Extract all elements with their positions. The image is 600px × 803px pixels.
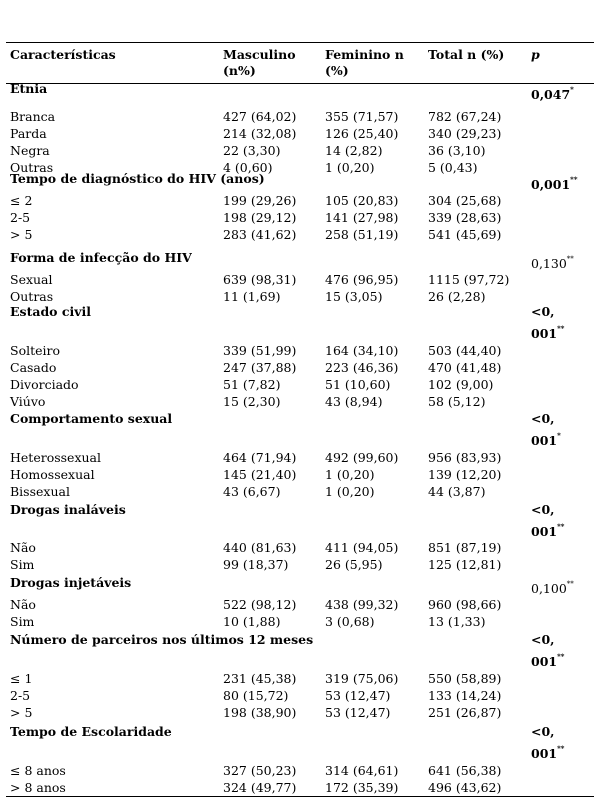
significance-mark: * [557, 430, 561, 440]
significance-mark: ** [566, 579, 574, 588]
cell-female: 126 (25,40) [325, 126, 399, 141]
significance-mark: ** [566, 254, 574, 263]
p-value-line2: 001** [531, 743, 565, 761]
p-value-line1: <0, [531, 411, 555, 426]
cell-female: 53 (12,47) [325, 688, 391, 703]
cell-total: 641 (56,38) [428, 763, 502, 778]
row-label: Solteiro [10, 343, 61, 358]
cell-male: 99 (18,37) [223, 557, 289, 572]
row-label: Sim [10, 557, 35, 572]
significance-mark: * [570, 84, 574, 94]
cell-female: 355 (71,57) [325, 109, 399, 124]
cell-total: 58 (5,12) [428, 394, 486, 409]
cell-female: 492 (99,60) [325, 450, 399, 465]
row-label: ≤ 1 [10, 671, 33, 686]
cell-total: 304 (25,68) [428, 193, 502, 208]
cell-male: 427 (64,02) [223, 109, 297, 124]
cell-total: 133 (14,24) [428, 688, 502, 703]
cell-female: 164 (34,10) [325, 343, 399, 358]
cell-total: 13 (1,33) [428, 614, 486, 629]
row-label: ≤ 8 anos [10, 763, 66, 778]
cell-male: 43 (6,67) [223, 484, 281, 499]
section-title: Forma de infecção do HIV [10, 250, 192, 265]
row-label: Branca [10, 109, 56, 124]
cell-total: 36 (3,10) [428, 143, 486, 158]
cell-total: 503 (44,40) [428, 343, 502, 358]
cell-female: 258 (51,19) [325, 227, 399, 242]
row-label: Negra [10, 143, 50, 158]
cell-male: 464 (71,94) [223, 450, 297, 465]
cell-male: 199 (29,26) [223, 193, 297, 208]
section-title: Etnia [10, 81, 48, 96]
section-title: Estado civil [10, 304, 91, 319]
cell-female: 438 (99,32) [325, 597, 399, 612]
p-value: 0,130** [531, 254, 574, 271]
cell-male: 22 (3,30) [223, 143, 281, 158]
p-value-line2: 001** [531, 323, 565, 341]
section-title: Tempo de diagnóstico do HIV (anos) [10, 171, 265, 186]
section-title: Comportamento sexual [10, 411, 173, 426]
header-female: Feminino n (%) [325, 47, 404, 78]
cell-male: 10 (1,88) [223, 614, 281, 629]
cell-female: 3 (0,68) [325, 614, 375, 629]
characteristics-table [6, 42, 594, 797]
row-label: Outras [10, 160, 54, 175]
cell-total: 496 (43,62) [428, 780, 502, 795]
cell-female: 1 (0,20) [325, 160, 375, 175]
row-label: Viúvo [10, 394, 46, 409]
cell-male: 214 (32,08) [223, 126, 297, 141]
header-total: Total n (%) [428, 47, 505, 62]
row-label: Divorciado [10, 377, 79, 392]
cell-total: 340 (29,23) [428, 126, 502, 141]
cell-total: 1115 (97,72) [428, 272, 510, 287]
row-label: Não [10, 540, 36, 555]
section-title: Número de parceiros nos últimos 12 meses [10, 632, 314, 647]
row-label: Outras [10, 289, 54, 304]
cell-female: 43 (8,94) [325, 394, 383, 409]
p-value: 0,047* [531, 84, 574, 102]
cell-total: 956 (83,93) [428, 450, 502, 465]
cell-total: 5 (0,43) [428, 160, 478, 175]
header-divider [6, 83, 594, 84]
cell-female: 223 (46,36) [325, 360, 399, 375]
significance-mark: ** [557, 651, 565, 661]
p-value-line1: <0, [531, 632, 555, 647]
row-label: Homossexual [10, 467, 95, 482]
cell-male: 145 (21,40) [223, 467, 297, 482]
cell-female: 53 (12,47) [325, 705, 391, 720]
row-label: > 5 [10, 705, 33, 720]
row-label: Casado [10, 360, 57, 375]
cell-female: 314 (64,61) [325, 763, 399, 778]
cell-male: 522 (98,12) [223, 597, 297, 612]
cell-female: 15 (3,05) [325, 289, 383, 304]
section-title: Drogas injetáveis [10, 575, 132, 590]
cell-male: 51 (7,82) [223, 377, 281, 392]
cell-male: 339 (51,99) [223, 343, 297, 358]
cell-female: 26 (5,95) [325, 557, 383, 572]
cell-total: 251 (26,87) [428, 705, 502, 720]
row-label: 2-5 [10, 210, 31, 225]
cell-female: 319 (75,06) [325, 671, 399, 686]
cell-female: 141 (27,98) [325, 210, 399, 225]
cell-male: 198 (29,12) [223, 210, 297, 225]
row-label: Não [10, 597, 36, 612]
cell-total: 851 (87,19) [428, 540, 502, 555]
header-male: Masculino (n%) [223, 47, 296, 78]
cell-female: 1 (0,20) [325, 467, 375, 482]
row-label: Bissexual [10, 484, 70, 499]
p-value-line1: <0, [531, 304, 555, 319]
cell-male: 198 (38,90) [223, 705, 297, 720]
cell-male: 80 (15,72) [223, 688, 289, 703]
cell-male: 327 (50,23) [223, 763, 297, 778]
significance-mark: ** [557, 743, 565, 753]
cell-male: 440 (81,63) [223, 540, 297, 555]
p-value: 0,001** [531, 174, 578, 192]
cell-total: 782 (67,24) [428, 109, 502, 124]
p-value-line2: 001** [531, 651, 565, 669]
cell-total: 125 (12,81) [428, 557, 502, 572]
significance-mark: ** [557, 323, 565, 333]
p-value-line2: 001** [531, 521, 565, 539]
cell-female: 1 (0,20) [325, 484, 375, 499]
header-p: p [531, 47, 540, 62]
cell-total: 339 (28,63) [428, 210, 502, 225]
row-label: Sim [10, 614, 35, 629]
row-label: ≤ 2 [10, 193, 33, 208]
cell-total: 44 (3,87) [428, 484, 486, 499]
cell-total: 541 (45,69) [428, 227, 502, 242]
cell-male: 324 (49,77) [223, 780, 297, 795]
cell-female: 476 (96,95) [325, 272, 399, 287]
cell-total: 139 (12,20) [428, 467, 502, 482]
section-title: Tempo de Escolaridade [10, 724, 172, 739]
cell-male: 283 (41,62) [223, 227, 297, 242]
row-label: 2-5 [10, 688, 31, 703]
cell-female: 51 (10,60) [325, 377, 391, 392]
cell-total: 960 (98,66) [428, 597, 502, 612]
cell-male: 15 (2,30) [223, 394, 281, 409]
cell-female: 172 (35,39) [325, 780, 399, 795]
cell-male: 247 (37,88) [223, 360, 297, 375]
header-characteristics: Características [10, 47, 116, 62]
cell-female: 14 (2,82) [325, 143, 383, 158]
row-label: Parda [10, 126, 47, 141]
row-label: > 8 anos [10, 780, 66, 795]
significance-mark: ** [570, 174, 578, 184]
cell-male: 231 (45,38) [223, 671, 297, 686]
row-label: Sexual [10, 272, 53, 287]
p-value-line1: <0, [531, 724, 555, 739]
cell-male: 4 (0,60) [223, 160, 273, 175]
significance-mark: ** [557, 521, 565, 531]
row-label: Heterossexual [10, 450, 101, 465]
cell-total: 470 (41,48) [428, 360, 502, 375]
cell-female: 411 (94,05) [325, 540, 399, 555]
row-label: > 5 [10, 227, 33, 242]
section-title: Drogas inaláveis [10, 502, 126, 517]
cell-male: 639 (98,31) [223, 272, 297, 287]
p-value-line2: 001* [531, 430, 561, 448]
p-value: 0,100** [531, 579, 574, 596]
cell-total: 550 (58,89) [428, 671, 502, 686]
p-value-line1: <0, [531, 502, 555, 517]
cell-total: 102 (9,00) [428, 377, 494, 392]
cell-male: 11 (1,69) [223, 289, 281, 304]
cell-female: 105 (20,83) [325, 193, 399, 208]
cell-total: 26 (2,28) [428, 289, 486, 304]
